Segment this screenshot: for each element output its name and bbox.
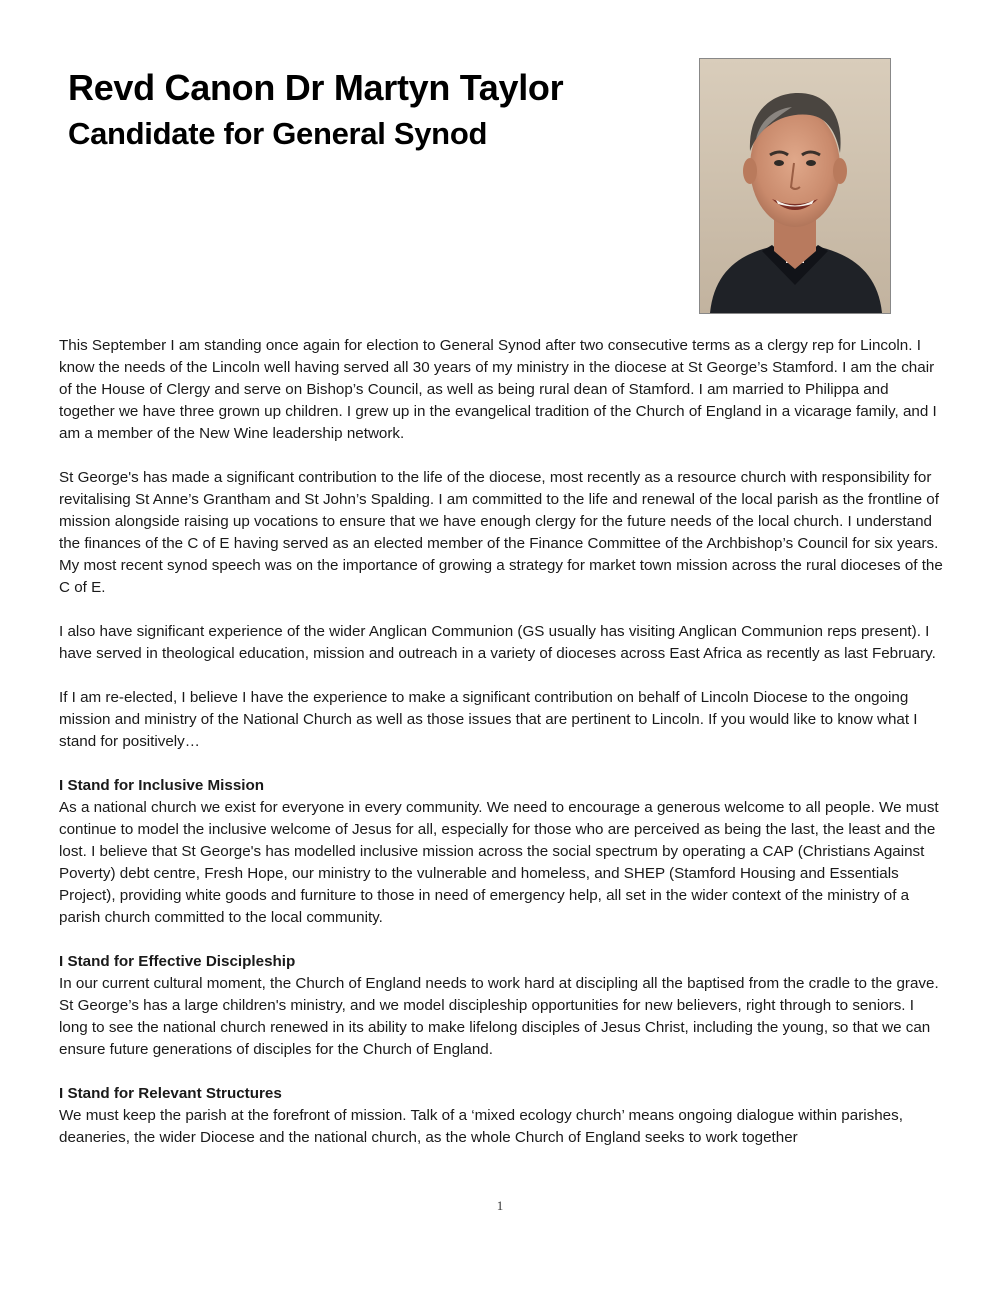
section-relevant-structures bbox=[59, 1083, 943, 1149]
intro-paragraph-3: I also have significant experience of the wider Anglican Communion (GS usually has visiting Anglican Communion reps present). I have served in theological education, mission and outreach in a variety of dioceses across East Africa as recently as last February. bbox=[59, 623, 936, 662]
section-heading: I Stand for Effective Discipleship bbox=[59, 953, 296, 970]
section-effective-discipleship bbox=[59, 951, 943, 1061]
portrait-image bbox=[700, 59, 890, 313]
section-inclusive-mission bbox=[59, 775, 943, 929]
section-text: We must keep the parish at the forefront of mission. Talk of a ‘mixed ecology church’ means ongoing dialogue within parishes, deaneries, the wider Diocese and the national church, as the whole Church of England seeks to work together bbox=[59, 1107, 903, 1146]
section-heading: I Stand for Inclusive Mission bbox=[59, 777, 265, 794]
section-text: As a national church we exist for everyone in every community. We need to encourage a generous welcome to all people. We must continue to model the inclusive welcome of Jesus for all, especially for those who are perceived as being the last, the least and the lost. I believe that St George's has modelled inclusive mission across the social spectrum by operating a CAP (Christians Against Poverty) debt centre, Fresh Hope, our ministry to the vulnerable and homeless, and SHEP (Stamford Housing and Essentials Project), providing white goods and furniture to those in need of emergency help, all set in the wider context of the ministry of a parish church committed to the local community. bbox=[59, 799, 939, 926]
section-text: In our current cultural moment, the Church of England needs to work hard at discipling all the baptised from the cradle to the grave. St George’s has a large children's ministry, and we model discipleship opportunities for new believers, right through to seniors. I long to see the national church renewed in its ability to make lifelong disciples of Jesus Christ, including the young, so that we can ensure future generations of disciples for the Church of England. bbox=[59, 975, 939, 1058]
page-number: 1 bbox=[496, 1198, 504, 1213]
candidate-subtitle: Candidate for General Synod bbox=[68, 116, 488, 151]
candidate-name: Revd Canon Dr Martyn Taylor bbox=[68, 67, 564, 108]
candidate-portrait-photo bbox=[699, 58, 891, 314]
title-block bbox=[68, 66, 668, 154]
intro-paragraph-1: This September I am standing once again for election to General Synod after two consecutive terms as a clergy rep for Lincoln. I know the needs of the Lincoln well having served all 30 years of my ministry in the diocese at St George’s Stamford. I am the chair of the House of Clergy and serve on Bishop’s Council, as well as being rural dean of Stamford. I am married to Philippa and together we have three grown up children. I grew up in the evangelical tradition of the Church of England in a vicarage family, and I am a member of the New Wine leadership network. bbox=[59, 337, 937, 442]
intro-paragraph-2: St George's has made a significant contribution to the life of the diocese, most recently as a resource church with responsibility for revitalising St Anne’s Grantham and St John’s Spalding. I am committed to the life and renewal of the local parish as the frontline of mission alongside raising up vocations to ensure that we have enough clergy for the future needs of the local church. I understand the finances of the C of E having served as an elected member of the Finance Committee of the Archbishop’s Council for six years. My most recent synod speech was on the importance of growing a strategy for market town mission across the rural dioceses of the C of E. bbox=[59, 469, 943, 596]
intro-paragraph-4: If I am re-elected, I believe I have the experience to make a significant contribution on behalf of Lincoln Diocese to the ongoing mission and ministry of the National Church as well as those issues that are pertinent to Lincoln. If you would like to know what I stand for positively… bbox=[59, 689, 918, 750]
section-heading: I Stand for Relevant Structures bbox=[59, 1085, 282, 1102]
statement-body bbox=[59, 335, 943, 1171]
